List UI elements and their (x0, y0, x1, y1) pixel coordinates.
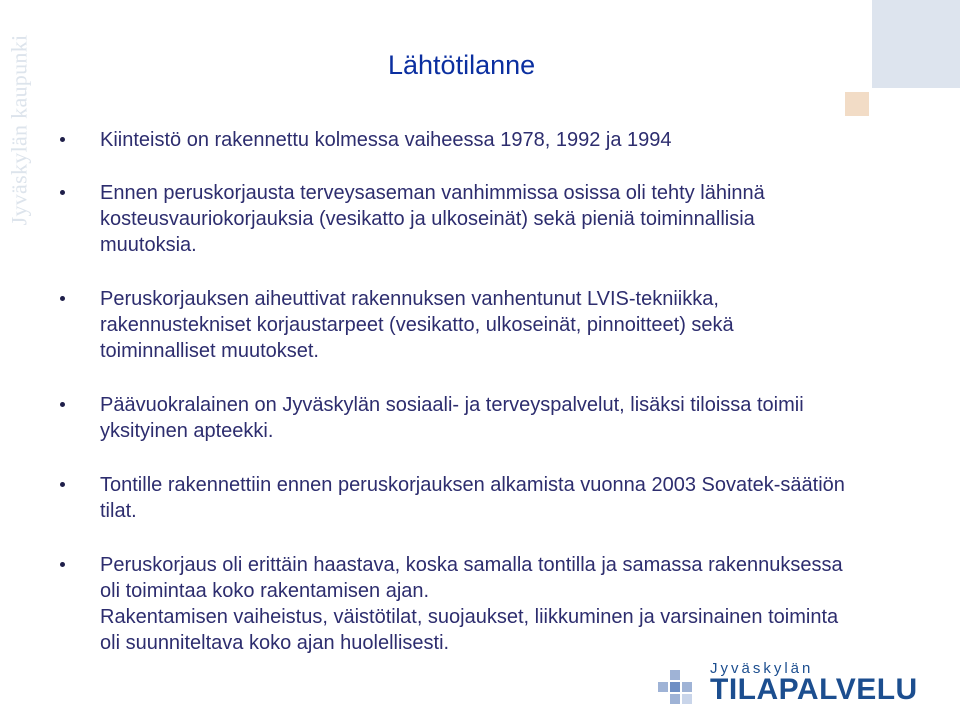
watermark-text: Jyväskylän kaupunki (6, 34, 31, 226)
bullet-item (60, 392, 850, 444)
bullet-dot-icon (60, 482, 65, 487)
side-watermark (2, 20, 36, 240)
bullet-text: Peruskorjauksen aiheuttivat rakennuksen vanhentunut LVIS-tekniikka, rakennustekniset korjaustarpeet (vesikatto, ulkoseinät, pinnoitteet) sekä toiminnalliset muutokset. (100, 288, 734, 362)
bullet-text: Päävuokralainen on Jyväskylän sosiaali- ja terveyspalvelut, lisäksi tiloissa toimii yksityinen apteekki. (100, 394, 804, 442)
logo-city-name: Jyväskylän (710, 660, 814, 677)
bullet-item (60, 127, 850, 153)
bullet-item (60, 286, 850, 364)
logo-squares-icon (658, 670, 702, 704)
bullet-dot-icon (60, 137, 65, 142)
bullet-text: Kiinteistö on rakennettu kolmessa vaiheessa 1978, 1992 ja 1994 (100, 129, 672, 151)
bullet-item (60, 552, 850, 656)
bullet-item (60, 472, 850, 524)
corner-decoration-square (872, 0, 960, 88)
bullet-text-continued: Rakentamisen vaiheistus, väistötilat, suojaukset, liikkuminen ja varsinainen toiminta oli suunniteltava koko ajan huolellisesti. (100, 606, 839, 654)
bullet-dot-icon (60, 562, 65, 567)
tilapalvelu-logo (658, 660, 928, 710)
bullet-text: Peruskorjaus oli erittäin haastava, koska samalla tontilla ja samassa rakennuksessa oli toimintaa koko rakentamisen ajan. (100, 554, 843, 602)
bullet-text: Tontille rakennettiin ennen peruskorjauksen alkamista vuonna 2003 Sovatek-säätiön tilat. (100, 474, 845, 522)
bullet-item (60, 180, 850, 258)
bullet-dot-icon (60, 296, 65, 301)
slide-title: Lähtötilanne (388, 50, 536, 80)
corner-decoration-small-square (845, 92, 869, 116)
bullet-dot-icon (60, 190, 65, 195)
bullet-text: Ennen peruskorjausta terveysaseman vanhimmissa osissa oli tehty lähinnä kosteusvauriokorjauksia (vesikatto ja ulkoseinät) sekä pieniä toiminnallisia muutoksia. (100, 182, 765, 256)
logo-brand-name: TILAPALVELU (710, 673, 918, 706)
bullet-list (60, 127, 850, 656)
bullet-dot-icon (60, 402, 65, 407)
